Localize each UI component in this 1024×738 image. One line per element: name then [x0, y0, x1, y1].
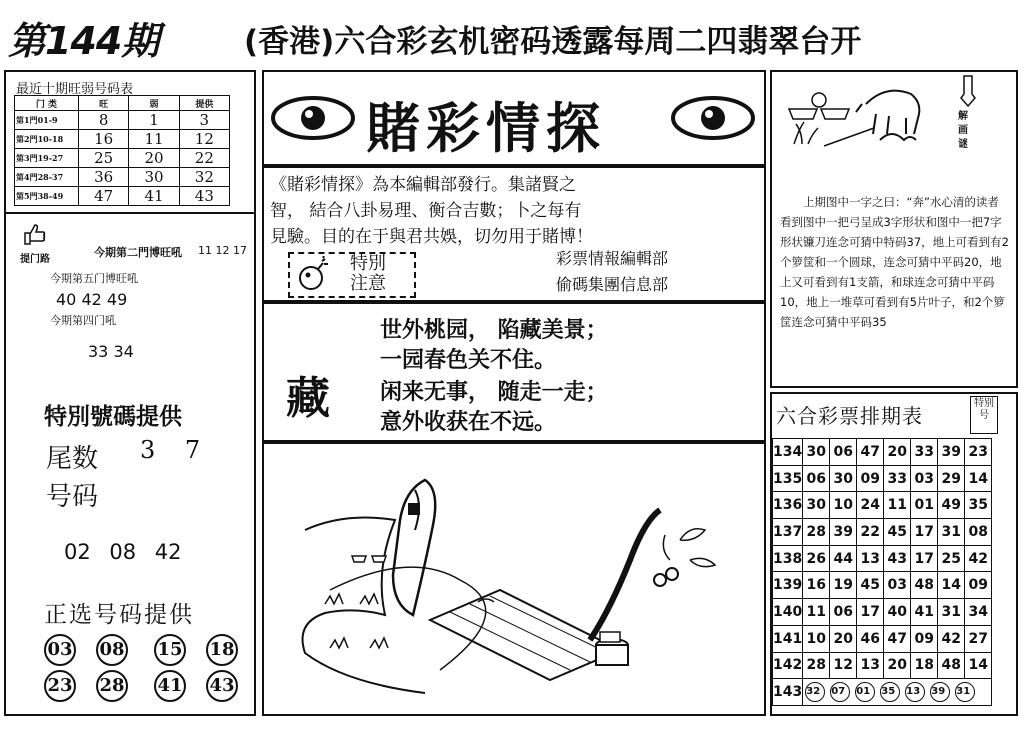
- garden-illustration: [300, 470, 730, 710]
- schedule-table: [772, 438, 992, 706]
- freq-header: 旺: [79, 96, 129, 111]
- table-row: [773, 439, 992, 466]
- number-cell: 46: [857, 625, 884, 652]
- intro-line: 見驗。目的在于與君共娛，切勿用于賭博！: [270, 227, 593, 247]
- main-number: 41: [154, 670, 186, 702]
- issue-cell: 134: [773, 439, 803, 466]
- side-label: 解画谜: [958, 111, 968, 150]
- number-cell: 23: [965, 439, 992, 466]
- poem-line: 闲来无事， 随走一走；: [380, 380, 608, 405]
- number-cell: 11: [803, 599, 830, 626]
- number-cell: 06: [803, 465, 830, 492]
- number-cell: 42: [938, 625, 965, 652]
- number-cell: 03: [884, 572, 911, 599]
- number-cell: 26: [803, 545, 830, 572]
- poem-line: 一园春色关不住。: [380, 348, 557, 373]
- number-cell: 14: [938, 572, 965, 599]
- second-door-label: 今期第二門博旺吼: [94, 246, 182, 259]
- number-cell: 20: [830, 625, 857, 652]
- number-cell: 25: [938, 545, 965, 572]
- number-cell: 45: [884, 519, 911, 546]
- freq-header: 弱: [129, 96, 179, 111]
- issue-cell: 136: [773, 492, 803, 519]
- main-number: 43: [206, 670, 238, 702]
- main-number: 15: [154, 634, 186, 666]
- freq-table-title: 最近十期旺弱号码表: [16, 82, 134, 97]
- poem-keyword: 藏: [286, 373, 330, 424]
- fourth-door-numbers: 33 34: [88, 342, 134, 361]
- issue-cell: 137: [773, 519, 803, 546]
- thumbs-up-icon: [22, 222, 48, 250]
- freq-table: [14, 95, 230, 206]
- fourth-door-label: 今期第四门吼: [50, 314, 116, 327]
- issue-cell: 143: [773, 679, 803, 706]
- main-number: 03: [44, 634, 76, 666]
- notice-text: 特別 注意: [350, 253, 386, 294]
- number-cell: 28: [803, 652, 830, 679]
- code-label: 号码: [46, 482, 99, 512]
- number-cell: 17: [911, 545, 938, 572]
- number-cell: 06: [830, 599, 857, 626]
- issue-cell: 139: [773, 572, 803, 599]
- page-header: [8, 4, 1018, 66]
- fifth-door-label: 今期第五门博旺吼: [50, 272, 138, 285]
- number-cell: 48: [911, 572, 938, 599]
- intro-line: 《賭彩情探》為本編輯部發行。集諸賢之: [270, 175, 576, 195]
- number-cell: 13: [857, 545, 884, 572]
- number-cell: 09: [965, 572, 992, 599]
- table-row: [773, 545, 992, 572]
- number-cell: 18: [911, 652, 938, 679]
- number-cell: 45: [857, 572, 884, 599]
- table-row: [773, 679, 992, 706]
- special-title: 特別號碼提供: [44, 404, 182, 430]
- number-cell: 39: [938, 439, 965, 466]
- second-door-numbers: 11 12 17: [198, 244, 247, 257]
- number-cell: 14: [965, 465, 992, 492]
- number-cell: 17: [857, 599, 884, 626]
- number-cell: 06: [830, 439, 857, 466]
- main-number: 23: [44, 670, 76, 702]
- brand-title: 賭彩情探: [366, 96, 606, 160]
- table-row: 第5門38-49 47 41 43: [15, 187, 230, 206]
- main-number: 08: [96, 634, 128, 666]
- page-title: (香港)六合彩玄机密码透露每周二四翡翠台开: [244, 24, 862, 60]
- number-cell: 34: [965, 599, 992, 626]
- number-cell: 35: [965, 492, 992, 519]
- number-cell: 19: [830, 572, 857, 599]
- schedule-title: 六合彩票排期表: [776, 404, 923, 428]
- number-cell: 44: [830, 545, 857, 572]
- intro-line: 智， 結合八卦易理、衡合吉數；卜之每有: [270, 201, 582, 221]
- circled-number: 39: [930, 682, 950, 702]
- tail-numbers: 3 7: [140, 436, 201, 464]
- number-cell: 24: [857, 492, 884, 519]
- last-draw-cell: [803, 679, 992, 706]
- number-cell: 11: [884, 492, 911, 519]
- number-cell: 14: [965, 652, 992, 679]
- number-cell: 30: [803, 492, 830, 519]
- number-cell: 40: [884, 599, 911, 626]
- number-cell: 01: [911, 492, 938, 519]
- number-cell: 10: [830, 492, 857, 519]
- number-cell: 33: [884, 465, 911, 492]
- issue-cell: 135: [773, 465, 803, 492]
- special-number-header: 特别号: [970, 396, 998, 434]
- number-cell: 39: [830, 519, 857, 546]
- tail-label: 尾数: [46, 444, 99, 474]
- circled-number: 31: [955, 682, 975, 702]
- number-cell: 10: [803, 625, 830, 652]
- number-cell: 30: [803, 439, 830, 466]
- divider: [4, 212, 256, 214]
- table-row: 第2門10-18 16 11 12: [15, 130, 230, 149]
- table-row: [773, 599, 992, 626]
- issue-cell: 142: [773, 652, 803, 679]
- number-cell: 12: [830, 652, 857, 679]
- main-number: 28: [96, 670, 128, 702]
- circled-number: 07: [830, 682, 850, 702]
- fifth-door-numbers: 40 42 49: [56, 290, 128, 309]
- signature: 偷碼集團信息部: [556, 275, 669, 294]
- main-title: 正选号码提供: [44, 602, 194, 628]
- table-row: 第4門28-37 36 30 32: [15, 168, 230, 187]
- number-cell: 30: [830, 465, 857, 492]
- number-cell: 31: [938, 599, 965, 626]
- number-cell: 29: [938, 465, 965, 492]
- pointing-hand-icon: [958, 74, 978, 112]
- number-cell: 09: [911, 625, 938, 652]
- circled-number: 13: [905, 682, 925, 702]
- number-cell: 22: [857, 519, 884, 546]
- signature: 彩票情報編輯部: [556, 249, 669, 268]
- table-row: [773, 625, 992, 652]
- number-cell: 48: [938, 652, 965, 679]
- table-row: 第3門19-27 25 20 22: [15, 149, 230, 168]
- main-number: 18: [206, 634, 238, 666]
- number-cell: 31: [938, 519, 965, 546]
- clue-text: 上期图中一字之曰：“奔”水心清的读者看到图中一把弓呈成3字形状和图中一把7字形状镰刀连念可猜中特码37，地上可看到有2个箩筐和一个圆球，连念可猜中平码20，地上又可看到有1支箭，和球连念可猜中平码10，地上一堆草可看到有5片叶子，和2个箩筐连念可猜中平码35: [780, 195, 1009, 329]
- eye-icon: [668, 92, 758, 148]
- number-cell: 16: [803, 572, 830, 599]
- freq-header: 提供: [179, 96, 229, 111]
- puzzle-clue-illustration: [784, 74, 934, 160]
- number-cell: 42: [965, 545, 992, 572]
- number-cell: 47: [857, 439, 884, 466]
- number-cell: 20: [884, 652, 911, 679]
- circled-number: 01: [855, 682, 875, 702]
- eye-icon: [268, 92, 358, 148]
- number-cell: 28: [803, 519, 830, 546]
- number-cell: 43: [884, 545, 911, 572]
- number-cell: 41: [911, 599, 938, 626]
- number-cell: 09: [857, 465, 884, 492]
- number-cell: 03: [911, 465, 938, 492]
- hint-label: 提门路: [20, 254, 50, 265]
- number-cell: 13: [857, 652, 884, 679]
- number-cell: 20: [884, 439, 911, 466]
- table-row: [773, 465, 992, 492]
- issue-cell: 141: [773, 625, 803, 652]
- circled-number: 35: [880, 682, 900, 702]
- number-cell: 27: [965, 625, 992, 652]
- table-row: [773, 572, 992, 599]
- number-cell: 08: [965, 519, 992, 546]
- number-cell: 17: [911, 519, 938, 546]
- issue-cell: 140: [773, 599, 803, 626]
- poem-line: 意外收获在不远。: [380, 410, 557, 435]
- table-row: 第1門01-9 8 1 3: [15, 111, 230, 130]
- number-cell: 33: [911, 439, 938, 466]
- poem-line: 世外桃园， 陷藏美景；: [380, 318, 608, 343]
- bomb-icon: [296, 256, 330, 296]
- freq-header: 门 类: [15, 96, 79, 111]
- table-row: [773, 519, 992, 546]
- table-row: [773, 652, 992, 679]
- circled-number: 32: [805, 682, 825, 702]
- issue-cell: 138: [773, 545, 803, 572]
- code-numbers: 02 08 42: [64, 540, 182, 564]
- issue-number: 第144期: [8, 19, 159, 63]
- table-row: [773, 492, 992, 519]
- number-cell: 49: [938, 492, 965, 519]
- number-cell: 47: [884, 625, 911, 652]
